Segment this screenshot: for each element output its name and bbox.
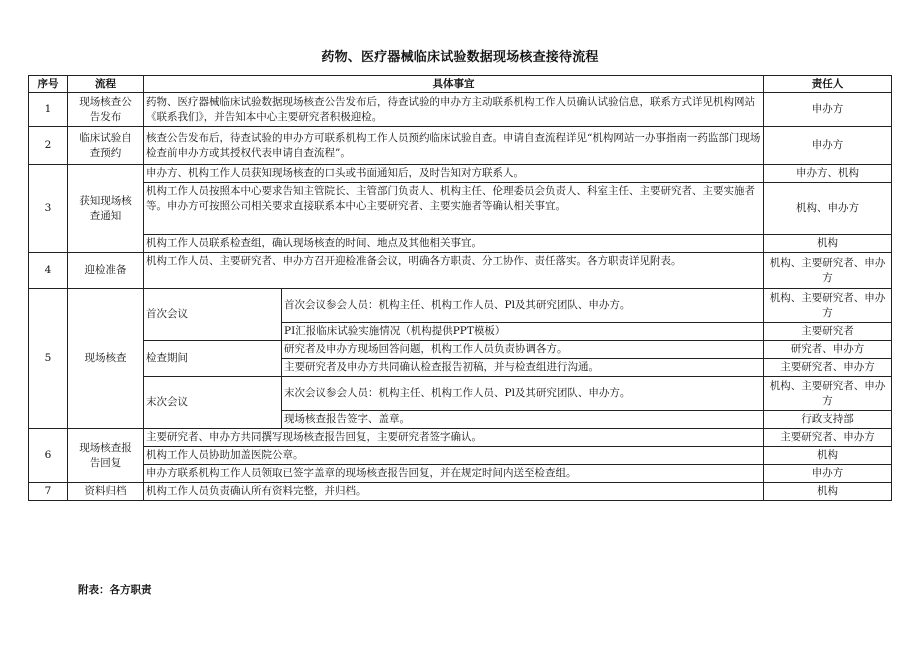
row-detail: 机构工作人员按照本中心要求告知主管院长、主管部门负责人、机构主任、伦理委员会负责人、科室主任、主要研究者、主要实施者等。申办方可按照公司相关要求直接联系本中心主要研究者、主要实施者等确认相关事宜。 [144, 183, 764, 235]
row-owner: 行政支持部 [764, 411, 892, 429]
row-flow: 现场核查公告发布 [68, 93, 144, 127]
row-owner: 机构 [764, 447, 892, 465]
row-detail: 机构工作人员、主要研究者、申办方召开迎检准备会议，明确各方职责、分工协作、责任落实。各方职责详见附表。 [144, 253, 764, 289]
row-owner: 主要研究者 [764, 323, 892, 341]
row-detail: 现场核查报告签字、盖章。 [282, 411, 764, 429]
row-detail: 末次会议参会人员：机构主任、机构工作人员、Pl及其研究团队、申办方。 [282, 377, 764, 411]
row-detail: 主要研究者、申办方共同撰写现场核查报告回复，主要研究者签字确认。 [144, 429, 764, 447]
row-owner: 主要研究者、申办方 [764, 359, 892, 377]
table-row [29, 377, 892, 411]
row-number: 3 [29, 165, 68, 253]
row-owner: 主要研究者、申办方 [764, 429, 892, 447]
table-row [29, 465, 892, 483]
row-number: 7 [29, 483, 68, 501]
table-row [29, 165, 892, 183]
row-flow: 现场核查 [68, 289, 144, 429]
table-row [29, 429, 892, 447]
row-detail: 核查公告发布后，待查试验的申办方可联系机构工作人员预约临床试验自查。申请自查流程详见“机构网站一办事指南一药监部门现场检查前申办方或其授权代表申请自查流程”。 [144, 127, 764, 165]
stage-name: 末次会议 [144, 377, 282, 429]
row-number: 1 [29, 93, 68, 127]
row-number: 4 [29, 253, 68, 289]
row-detail: PI汇报临床试验实施情况（机构提供PPT模板） [282, 323, 764, 341]
row-owner: 机构 [764, 483, 892, 501]
row-owner: 申办方、机构 [764, 165, 892, 183]
row-detail: 首次会议参会人员：机构主任、机构工作人员、Pl及其研究团队、申办方。 [282, 289, 764, 323]
row-detail: 药物、医疗器械临床试验数据现场核查公告发布后，待查试验的申办方主动联系机构工作人员确认试验信息，联系方式详见机构网站《联系我们》，并告知本中心主要研究者积极迎检。 [144, 93, 764, 127]
table-row [29, 127, 892, 165]
table-row [29, 93, 892, 127]
table-header-row [29, 76, 892, 93]
row-detail: 机构工作人员联系检查组，确认现场核查的时间、地点及其他相关事宜。 [144, 235, 764, 253]
document-title: 药物、医疗器械临床试验数据现场核查接待流程 [321, 50, 599, 65]
row-detail: 机构工作人员负责确认所有资料完整，并归档。 [144, 483, 764, 501]
header-details: 具体事宜 [144, 76, 764, 93]
stage-name: 首次会议 [144, 289, 282, 341]
row-number: 2 [29, 127, 68, 165]
row-owner: 机构、主要研究者、申办方 [764, 253, 892, 289]
table-row [29, 253, 892, 289]
header-owner: 责任人 [764, 76, 892, 93]
row-number: 6 [29, 429, 68, 483]
table-row [29, 235, 892, 253]
row-owner: 申办方 [764, 127, 892, 165]
table-row [29, 447, 892, 465]
row-detail: 研究者及申办方现场回答问题，机构工作人员负责协调各方。 [282, 341, 764, 359]
row-detail: 机构工作人员协助加盖医院公章。 [144, 447, 764, 465]
stage-name: 检查期间 [144, 341, 282, 377]
header-no: 序号 [29, 76, 68, 93]
row-flow: 迎检准备 [68, 253, 144, 289]
table-row [29, 289, 892, 323]
row-owner: 研究者、申办方 [764, 341, 892, 359]
process-table [28, 75, 892, 501]
table-row [29, 183, 892, 235]
table-row [29, 483, 892, 501]
row-flow: 资料归档 [68, 483, 144, 501]
row-owner: 机构、主要研究者、申办方 [764, 377, 892, 411]
row-flow: 现场核查报告回复 [68, 429, 144, 483]
header-flow: 流程 [68, 76, 144, 93]
row-flow: 临床试验自查预约 [68, 127, 144, 165]
row-detail: 申办方联系机构工作人员领取已签字盖章的现场核查报告回复，并在规定时间内送至检查组。 [144, 465, 764, 483]
row-number: 5 [29, 289, 68, 429]
row-owner: 申办方 [764, 93, 892, 127]
row-owner: 申办方 [764, 465, 892, 483]
row-owner: 机构 [764, 235, 892, 253]
row-flow: 获知现场核查通知 [68, 165, 144, 253]
row-detail: 申办方、机构工作人员获知现场核查的口头或书面通知后，及时告知对方联系人。 [144, 165, 764, 183]
appendix-note: 附表：各方职责 [78, 584, 152, 596]
row-owner: 机构、主要研究者、申办方 [764, 289, 892, 323]
row-owner: 机构、申办方 [764, 183, 892, 235]
row-detail: 主要研究者及申办方共同确认检查报告初稿，并与检查组进行沟通。 [282, 359, 764, 377]
table-row [29, 341, 892, 359]
